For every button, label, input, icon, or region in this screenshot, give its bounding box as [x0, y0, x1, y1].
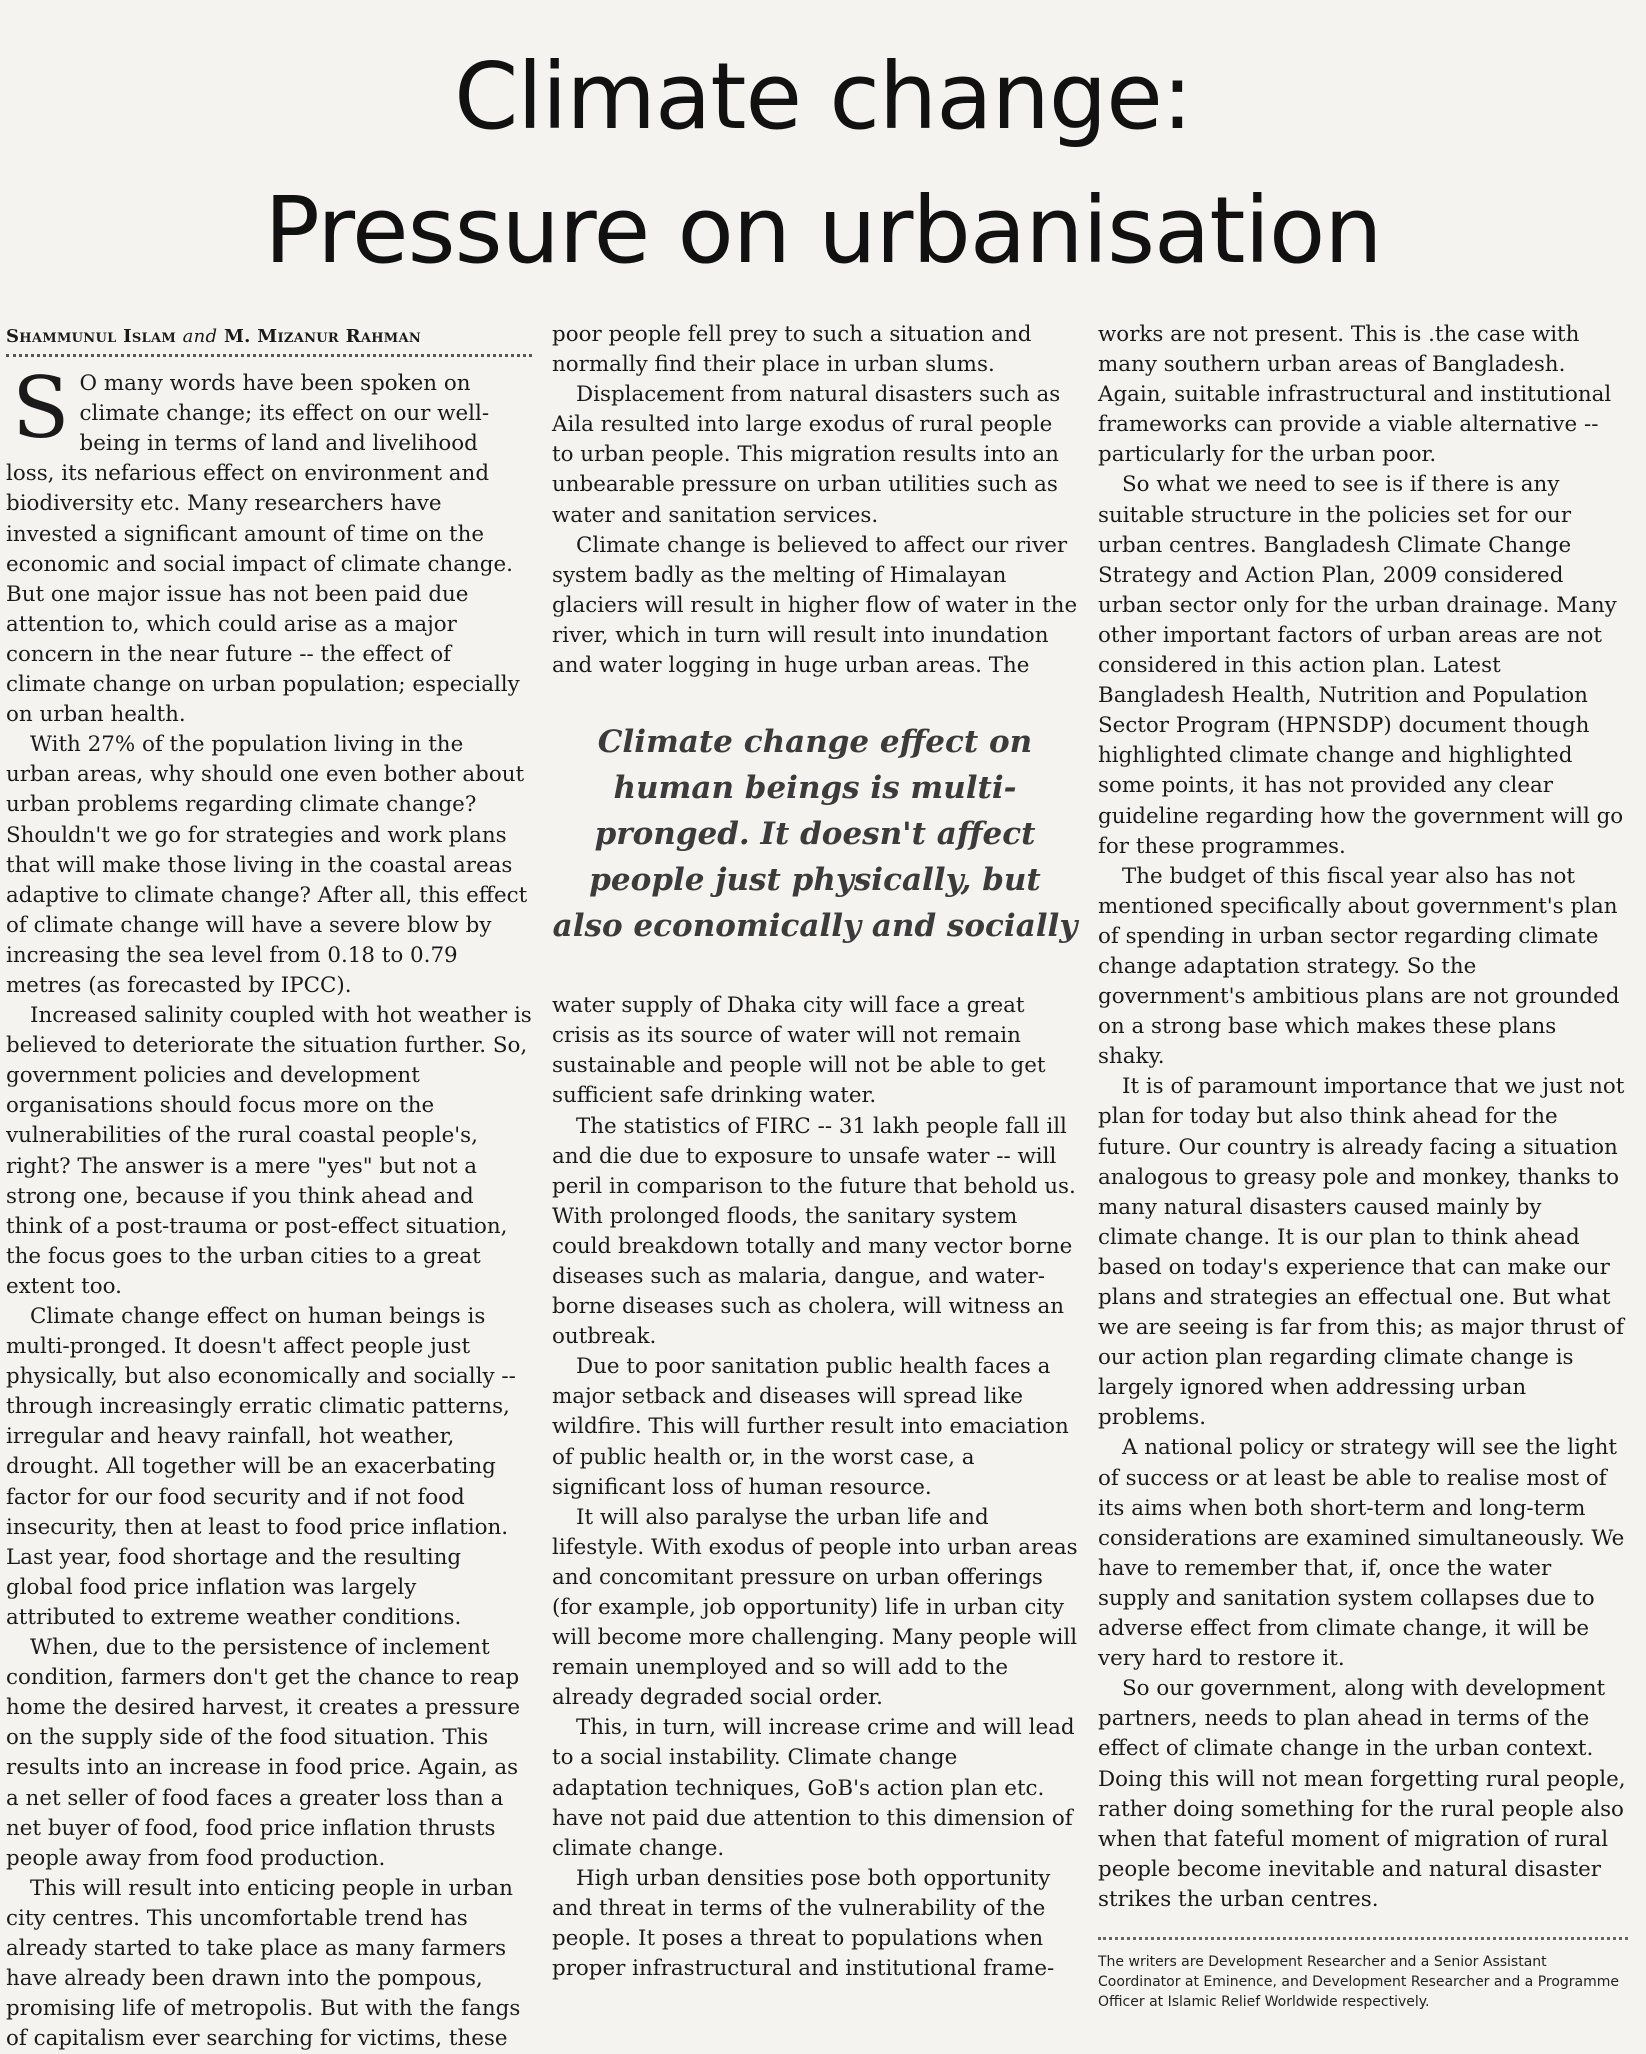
- paragraph: Increased salinity coupled with hot weather is believed to deteriorate the situation further. So, government policies and development organisations should focus more on the vulnerabilities of the rural coastal people's, right? The answer is a mere "yes" but not a strong one, because if you think ahead and think of a post-trauma or post-effect situation, the focus goes to the urban cities to a great extent too.: [6, 1003, 532, 1299]
- paragraph: Displacement from natural disasters such as Aila resulted into large exodus of rural people to urban people. This migration results into an unbearable pressure on urban utilities such as water and sanitation services.: [552, 382, 1061, 528]
- paragraph: The statistics of FIRC -- 31 lakh people fall ill and die due to exposure to unsafe water -- will peril in comparison to the future that behold us. With prolonged floods, the sanitary system could breakdown totally and many vector borne diseases such as malaria, dangue, and water-borne diseases such as cholera, will witness an outbreak.: [552, 1113, 1076, 1350]
- byline-and: and: [182, 326, 218, 347]
- paragraph: It is of paramount importance that we just not plan for today but also think ahead for the future. Our country is already facing a situation analogous to greasy pole and monkey, thanks to many natural disasters caused mainly by climate change. It is our plan to think ahead based on today's experience that can make our plans and strategies an effectual one. But what we are seeing is far from this; as major thrust of our action plan regarding climate change is largely ignored when addressing urban problems.: [1098, 1074, 1625, 1431]
- author-1: Shammunul Islam: [6, 326, 177, 347]
- headline-line-2: Pressure on urbanisation: [264, 177, 1382, 284]
- paragraph: When, due to the persistence of inclement condition, farmers don't get the chance to reap home the desired harvest, it creates a pressure on the supply side of the food situation. This results into an increase in food price. Again, as a net seller of food faces a greater loss than a net buyer of food, food price inflation thrusts people away from food production.: [6, 1635, 521, 1871]
- paragraph: This, in turn, will increase crime and will lead to a social instability. Climate change adaptation techniques, GoB's action plan etc. have not paid due attention to this dimension of climate change.: [552, 1715, 1075, 1861]
- paragraph: A national policy or strategy will see the light of success or at least be able to realise most of its aims when both short-term and long-term considerations are examined simultaneously. We have to remember that, if, once the water supply and sanitation system collapses due to adverse effect from climate change, it will be very hard to restore it.: [1098, 1435, 1625, 1672]
- paragraph: It will also paralyse the urban life and lifestyle. With exodus of people into urban areas and concomitant pressure on urban offerings (for example, job opportunity) life in urban city will become more challenging. Many people will remain unemployed and so will add to the already degraded social order.: [552, 1504, 1078, 1711]
- column-3: [1098, 320, 1628, 2012]
- byline: [6, 322, 532, 357]
- writers-note: The writers are Development Researcher and a Senior Assistant Coordinator at Eminence, and Development Researcher and a Programme Officer at Islamic Relief Worldwide respectively.: [1098, 1953, 1620, 2010]
- paragraph: works are not present. This is .the case with many southern urban areas of Bangladesh. Again, suitable infrastructural and institutional frameworks can provide a viable alternative -- particularly for the urban poor.: [1098, 322, 1612, 468]
- paragraph-text: O many words have been spoken on climate change; its effect on our well-being in terms of land and livelihood loss, its nefarious effect on environment and biodiversity etc. Many researchers have invested a significant amount of time on the economic and social impact of climate change. But one major issue has not been paid due attention to, which could arise as a major concern in the near future -- the effect of climate change on urban population; especially on urban health.: [6, 371, 520, 728]
- drop-cap: S: [12, 359, 70, 458]
- pull-quote: Climate change effect on human beings is multi-pronged. It doesn't affect people just physically, but also economically and socially: [552, 724, 1078, 945]
- paragraph: Due to poor sanitation public health faces a major setback and diseases will spread like wildfire. This will further result into emaciation of public health or, in the worst case, a significant loss of human resource.: [552, 1354, 1069, 1500]
- column-1: [6, 322, 532, 2054]
- author-2: M. Mizanur Rahman: [223, 326, 422, 347]
- paragraph: [6, 359, 532, 730]
- paragraph: water supply of Dhaka city will face a great crisis as its source of water will not remain sustainable and people will not be able to get sufficient safe drinking water.: [552, 993, 1046, 1109]
- headline-line-1: Climate change:: [454, 43, 1192, 150]
- divider: [1098, 1937, 1628, 1940]
- paragraph: So what we need to see is if there is any suitable structure in the policies set for our urban centres. Bangladesh Climate Change Strategy and Action Plan, 2009 considered urban sector only for the urban drainage. Many other important factors of urban areas are not considered in this action plan. Latest Bangladesh Health, Nutrition and Population Sector Program (HPNSDP) document though highlighted climate change and highlighted some points, it has not provided any clear guideline regarding how the government will go for these programmes.: [1098, 472, 1624, 859]
- paragraph: This will result into enticing people in urban city centres. This uncomfortable trend has already started to take place as many farmers have already been drawn into the pompous, promising life of metropolis. But with the fangs of capitalism ever searching for victims, these: [6, 1875, 521, 2052]
- paragraph: The budget of this fiscal year also has not mentioned specifically about government's plan of spending in urban sector regarding climate change adaptation strategy. So the government's ambitious plans are not grounded on a strong base which makes these plans shaky.: [1098, 863, 1620, 1070]
- paragraph: So our government, along with development partners, needs to plan ahead in terms of the effect of climate change in the urban context. Doing this will not mean forgetting rural people, rather doing something for the rural people also when that fateful moment of migration of rural people become inevitable and natural disaster strikes the urban centres.: [1098, 1676, 1626, 1912]
- paragraph: High urban densities pose both opportunity and threat in terms of the vulnerability of the people. It poses a threat to populations when proper infrastructural and institutional frame-: [552, 1865, 1055, 1982]
- headline: [0, 30, 1646, 298]
- paragraph: Climate change effect on human beings is multi-pronged. It doesn't affect people just physically, but also economically and socially -- through increasingly erratic climatic patterns, irregular and heavy rainfall, hot weather, drought. All together will be an exacerbating factor for our food security and if not food insecurity, then at least to food price inflation. Last year, food shortage and the resulting global food price inflation was largely attributed to extreme weather conditions.: [6, 1304, 516, 1630]
- paragraph: With 27% of the population living in the urban areas, why should one even bother about urban problems regarding climate change? Shouldn't we go for strategies and work plans that will make those living in the coastal areas adaptive to climate change? After all, this effect of climate change will have a severe blow by increasing the sea level from 0.18 to 0.79 metres (as forecasted by IPCC).: [6, 732, 528, 998]
- column-2: [552, 320, 1078, 1984]
- paragraph: Climate change is believed to affect our river system badly as the melting of Himalayan glaciers will result in higher flow of water in the river, which in turn will result into inundation and water logging in huge urban areas. The: [552, 532, 1078, 679]
- paragraph: poor people fell prey to such a situation and normally find their place in urban slums.: [552, 322, 1032, 378]
